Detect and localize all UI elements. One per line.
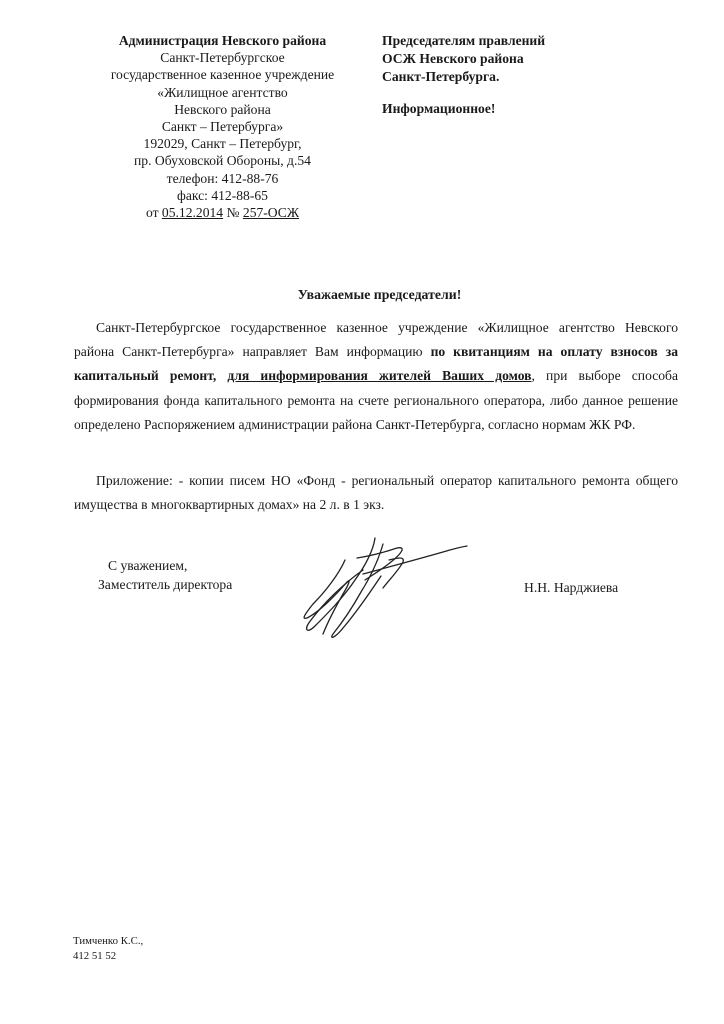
signature-stroke xyxy=(363,546,467,574)
executor-name: Тимченко К.С., xyxy=(73,935,144,947)
sender-line: Санкт – Петербурга» xyxy=(161,119,284,135)
addressee-line: ОСЖ Невского района xyxy=(382,50,524,66)
executor-block xyxy=(73,934,143,964)
closing-position: Заместитель директора xyxy=(98,577,233,592)
body-text-continued: , при выборе способа формирования фонда капитального ремонта на счете регионального оператора, либо данное решение определено Распоряжением администрации района Санкт-Петербурга, согласно нормам ЖК РФ. xyxy=(74,368,678,432)
addressee-line: Председателям правлений xyxy=(382,33,546,48)
sender-line: «Жилищное агентство xyxy=(157,84,288,100)
signature-image xyxy=(285,530,475,650)
document-reference xyxy=(95,204,350,221)
sender-block xyxy=(95,32,350,221)
signature-stroke xyxy=(307,538,375,630)
body-paragraph-main xyxy=(74,316,678,437)
closing-regards: С уважением, xyxy=(108,558,188,573)
body-bold-text: по квитанциям на оплату взносов за капитальный ремонт, xyxy=(74,344,678,384)
sender-line: государственное казенное учреждение xyxy=(110,67,335,83)
body-bold-underlined-text: для информирования жителей Ваших домов xyxy=(227,368,532,384)
sender-org-title: Администрация Невского района xyxy=(118,33,327,48)
signature-stroke xyxy=(383,558,403,588)
salutation: Уважаемые председатели! xyxy=(297,287,462,302)
signer-name: Н.Н. Нарджиева xyxy=(524,580,619,595)
ref-number-sign: № xyxy=(226,205,240,221)
ref-prefix: от xyxy=(145,205,159,221)
body-text: Санкт-Петербургское государственное казенное учреждение «Жилищное агентство Невского района Санкт-Петербурга» направляет Вам информацию xyxy=(74,320,678,360)
sender-fax: факс: 412-88-65 xyxy=(177,187,268,203)
ref-number: 257-ОСЖ xyxy=(242,205,300,221)
ref-date: 05.12.2014 xyxy=(161,205,224,221)
sender-phone: телефон: 412-88-76 xyxy=(166,170,279,186)
addressee-block xyxy=(382,32,682,118)
executor-phone: 412 51 52 xyxy=(73,950,117,962)
sender-line: Невского района xyxy=(174,101,271,117)
closing-block xyxy=(98,556,232,594)
sender-line: Санкт-Петербургское xyxy=(160,50,285,66)
addressee-line: Санкт-Петербурга. xyxy=(382,68,500,84)
body-paragraph-attachment: Приложение: - копии писем НО «Фонд - региональный оператор капитального ремонта общего имущества в многоквартирных домах» на 2 л. в 1 экз. xyxy=(74,473,678,513)
signature-stroke xyxy=(357,548,402,580)
sender-line: 192029, Санкт – Петербург, xyxy=(143,136,302,152)
sender-line: пр. Обуховской Обороны, д.54 xyxy=(134,153,311,169)
informational-note: Информационное! xyxy=(382,101,496,117)
